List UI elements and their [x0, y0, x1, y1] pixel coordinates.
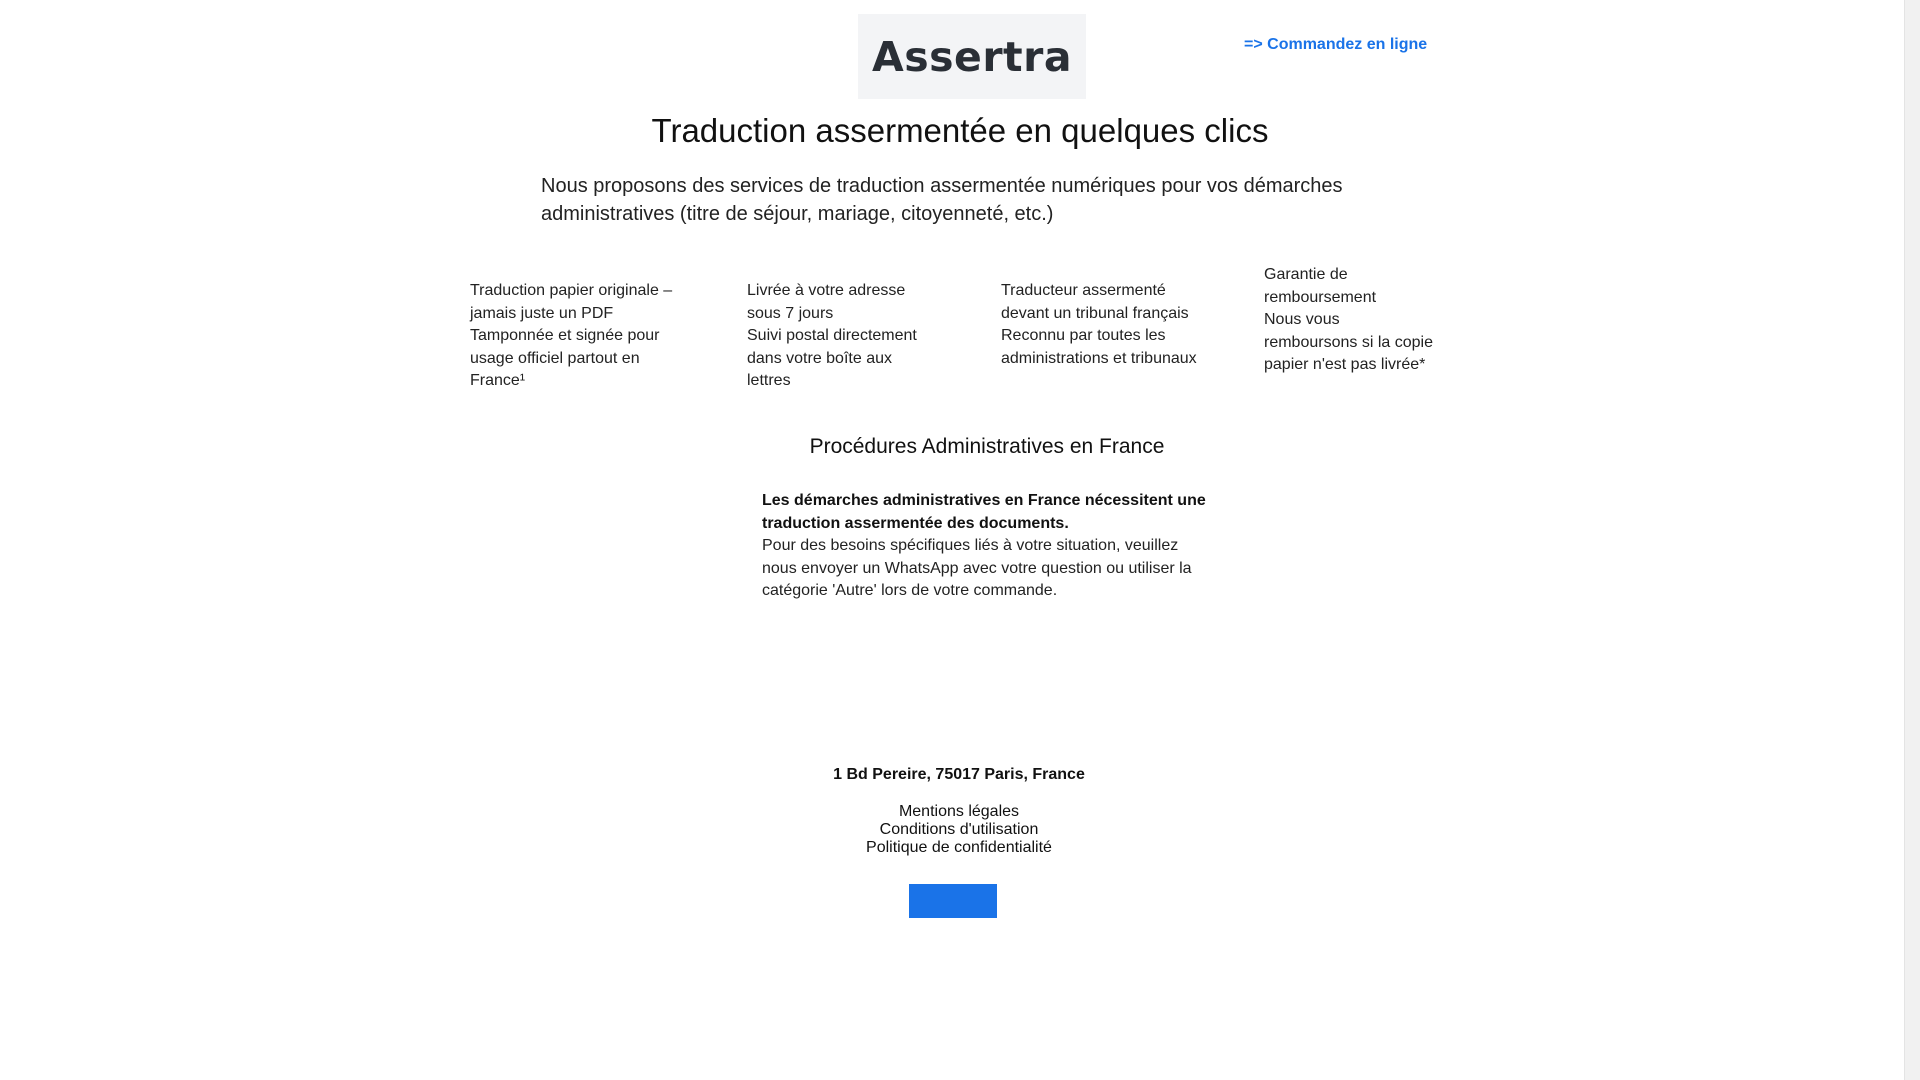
feature-delivery — [747, 280, 932, 393]
procedures-text — [762, 490, 1217, 603]
address: 1 Bd Pereire, 75017 Paris, France — [833, 766, 1085, 783]
logo[interactable] — [858, 14, 1086, 99]
section-title-procedures: Procédures Administratives en France — [809, 435, 1165, 458]
feature-description: Nous vous remboursons si la copie papier n'est pas livrée* — [1264, 311, 1433, 373]
intro-text: Nous proposons des services de traduction assermentée numériques pour vos démarches administratives (titre de séjour, mariage, citoyenneté, etc.) — [541, 175, 1343, 225]
order-online-link[interactable]: => Commandez en ligne — [1244, 36, 1428, 53]
blue-action-button[interactable] — [909, 884, 997, 918]
procedures-lead: Les démarches administratives en France nécessitent une traduction assermentée des documents. — [762, 492, 1206, 532]
feature-heading: Traduction papier originale – jamais juste un PDF — [470, 282, 673, 322]
feature-description: Tamponnée et signée pour usage officiel partout en France¹ — [470, 327, 660, 389]
feature-description: Suivi postal directement dans votre boîte aux lettres — [747, 327, 917, 389]
feature-sworn-translator — [1001, 280, 1201, 370]
feature-heading: Traducteur assermenté devant un tribunal français — [1001, 282, 1189, 322]
feature-heading: Garantie de remboursement — [1264, 266, 1377, 306]
procedures-body: Pour des besoins spécifiques liés à votre situation, veuillez nous envoyer un WhatsApp avec votre question ou utiliser la catégorie 'Autre' lors de votre commande. — [762, 537, 1192, 599]
page-title: Traduction assermentée en quelques clics — [651, 112, 1269, 149]
feature-refund-guarantee — [1264, 264, 1434, 377]
terms-of-use-link[interactable]: Conditions d'utilisation — [879, 821, 1039, 838]
scrollbar[interactable] — [1904, 0, 1920, 1080]
logo-text: Assertra — [871, 32, 1073, 81]
feature-heading: Livrée à votre adresse sous 7 jours — [747, 282, 906, 322]
feature-paper-original — [470, 280, 685, 393]
feature-description: Reconnu par toutes les administrations et tribunaux — [1001, 327, 1197, 367]
footer-links — [0, 803, 1918, 857]
legal-notice-link[interactable]: Mentions légales — [898, 803, 1020, 820]
privacy-policy-link[interactable]: Politique de confidentialité — [866, 839, 1052, 856]
